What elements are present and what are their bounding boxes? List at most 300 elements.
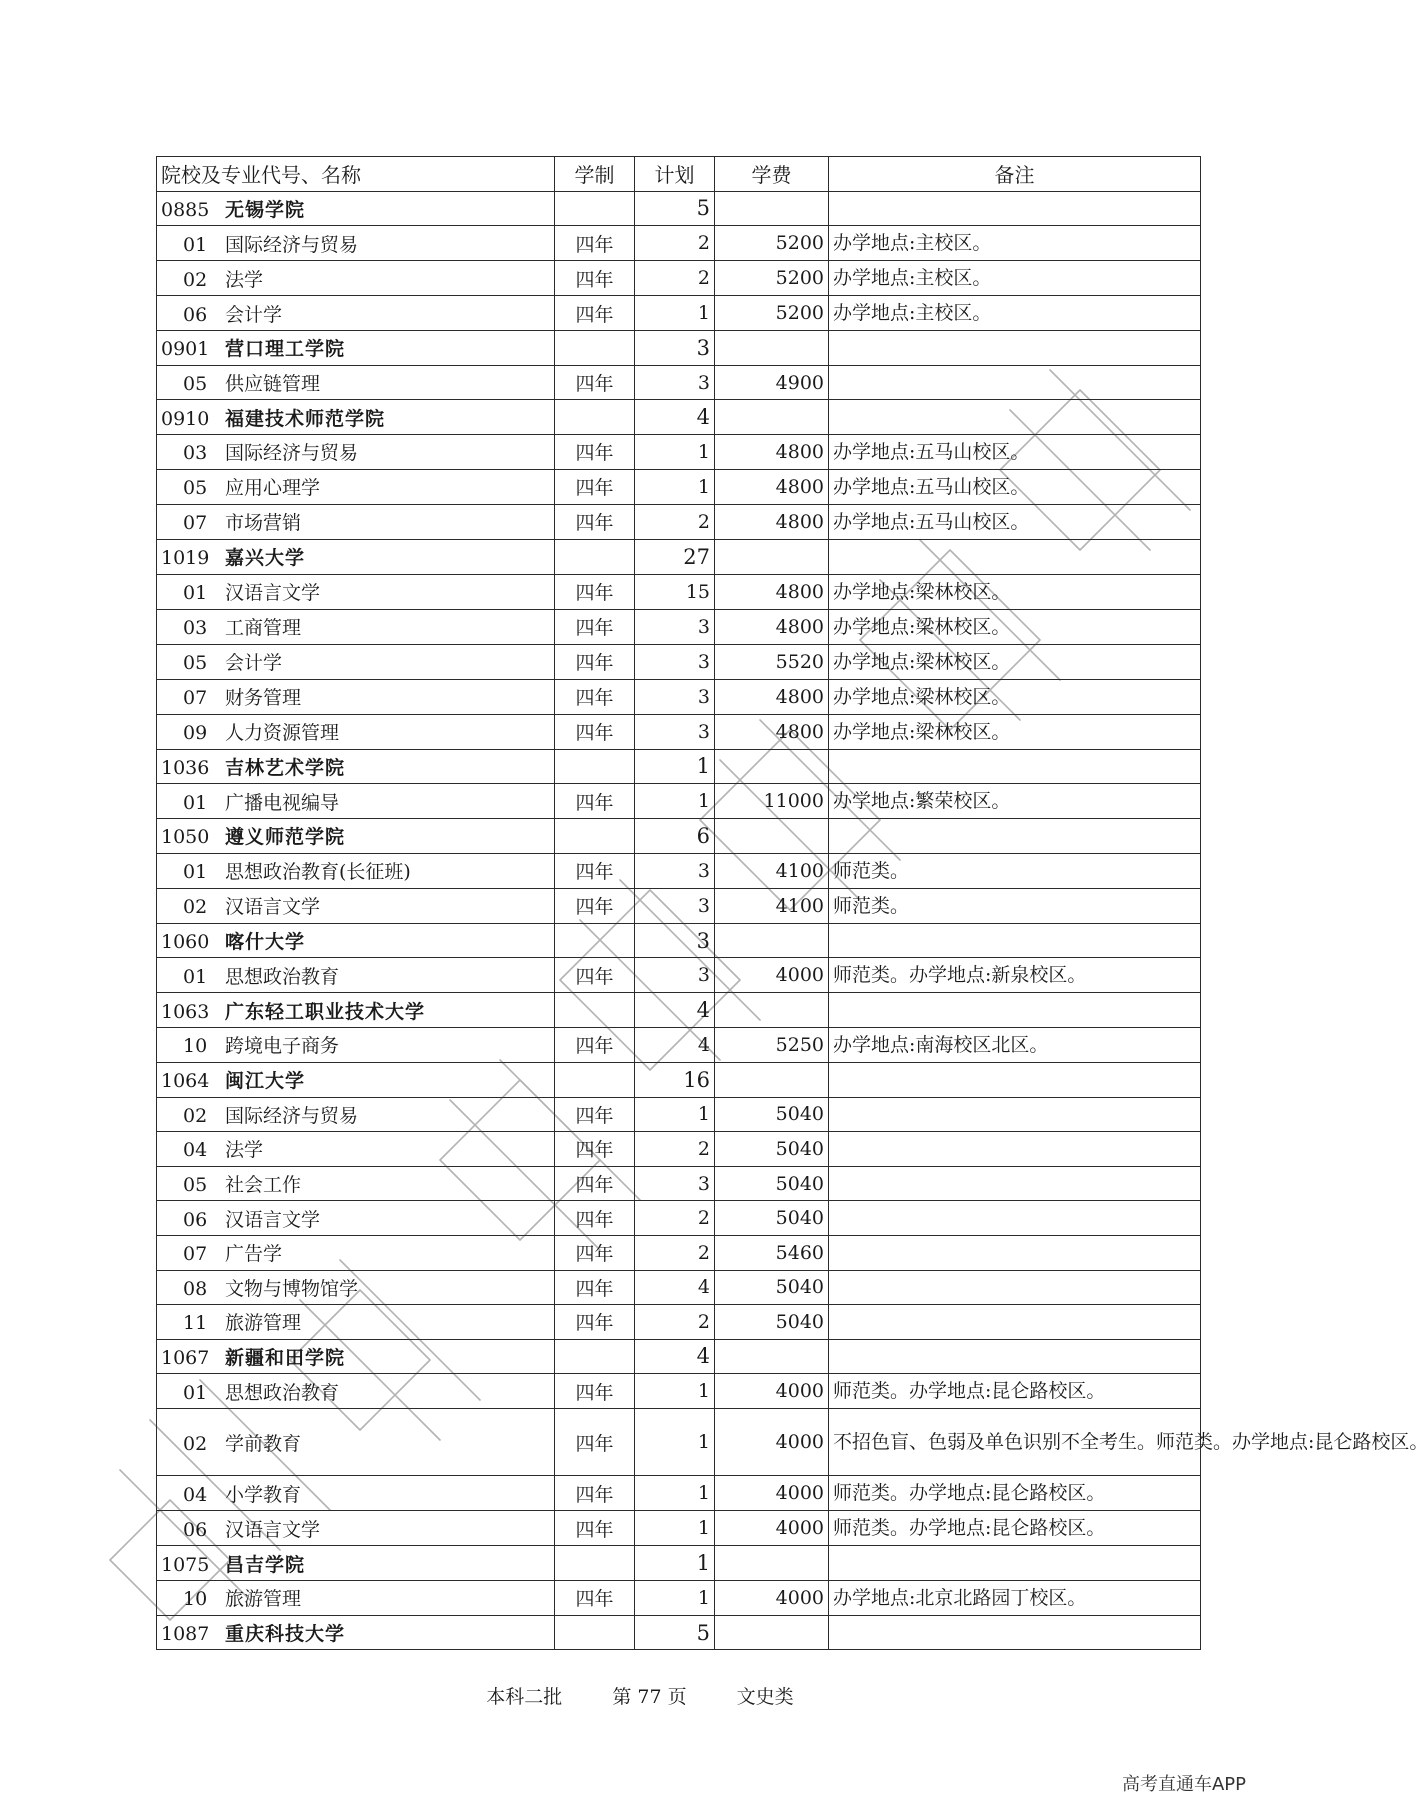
- major-name-cell: [157, 714, 555, 749]
- school-name-cell: [157, 400, 555, 435]
- fee-cell: 4900: [715, 365, 829, 400]
- note-cell: [829, 1201, 1201, 1236]
- plan-cell: 4: [635, 1027, 715, 1062]
- school-row: [157, 993, 1201, 1028]
- note-cell: [829, 1132, 1201, 1167]
- fee-cell: [715, 1546, 829, 1581]
- duration-cell: 四年: [555, 1166, 635, 1201]
- note-cell: 办学地点:梁林校区。: [829, 609, 1201, 644]
- school-row: [157, 749, 1201, 784]
- major-code: 02: [183, 1104, 208, 1127]
- school-title: 闽江大学: [225, 1070, 306, 1093]
- school-code: 1060: [161, 931, 210, 954]
- duration-cell: 四年: [555, 714, 635, 749]
- fee-cell: 5040: [715, 1201, 829, 1236]
- major-title: 法学: [225, 268, 264, 291]
- fee-cell: 5520: [715, 644, 829, 679]
- duration-cell: 四年: [555, 853, 635, 888]
- major-title: 广告学: [225, 1243, 283, 1266]
- major-name-cell: [157, 1235, 555, 1270]
- fee-cell: [715, 539, 829, 574]
- duration-cell: [555, 331, 635, 366]
- major-row: [157, 1027, 1201, 1062]
- major-name-cell: [157, 504, 555, 539]
- major-row: [157, 1580, 1201, 1615]
- header-plan: 计划: [635, 157, 715, 192]
- plan-cell: 1: [635, 296, 715, 331]
- note-cell: 办学地点:繁荣校区。: [829, 784, 1201, 819]
- duration-cell: [555, 539, 635, 574]
- fee-cell: [715, 993, 829, 1028]
- note-cell: 师范类。办学地点:昆仑路校区。: [829, 1476, 1201, 1511]
- major-name-cell: [157, 644, 555, 679]
- duration-cell: 四年: [555, 609, 635, 644]
- major-row: [157, 1166, 1201, 1201]
- school-title: 吉林艺术学院: [225, 756, 346, 779]
- fee-cell: 4000: [715, 1476, 829, 1511]
- major-code: 05: [183, 652, 208, 675]
- plan-cell: 4: [635, 1270, 715, 1305]
- school-row: [157, 1546, 1201, 1581]
- plan-cell: 3: [635, 888, 715, 923]
- major-title: 思想政治教育: [225, 965, 340, 988]
- plan-cell: 4: [635, 993, 715, 1028]
- duration-cell: [555, 1615, 635, 1650]
- major-row: [157, 853, 1201, 888]
- major-title: 市场营销: [225, 512, 302, 535]
- fee-cell: [715, 331, 829, 366]
- major-title: 汉语言文学: [225, 896, 321, 919]
- major-code: 05: [183, 477, 208, 500]
- major-row: [157, 714, 1201, 749]
- fee-cell: 5200: [715, 296, 829, 331]
- duration-cell: 四年: [555, 1097, 635, 1132]
- major-row: [157, 1511, 1201, 1546]
- plan-cell: 6: [635, 819, 715, 854]
- major-row: [157, 1132, 1201, 1167]
- note-cell: [829, 1305, 1201, 1340]
- major-name-cell: [157, 1201, 555, 1236]
- note-cell: 办学地点:五马山校区。: [829, 504, 1201, 539]
- plan-cell: 1: [635, 749, 715, 784]
- note-cell: [829, 365, 1201, 400]
- note-cell: [829, 331, 1201, 366]
- duration-cell: 四年: [555, 1409, 635, 1476]
- major-name-cell: [157, 1305, 555, 1340]
- school-name-cell: [157, 191, 555, 226]
- fee-cell: [715, 400, 829, 435]
- major-name-cell: [157, 784, 555, 819]
- major-name-cell: [157, 1580, 555, 1615]
- duration-cell: 四年: [555, 1511, 635, 1546]
- note-cell: 办学地点:北京北路园丁校区。: [829, 1580, 1201, 1615]
- major-code: 06: [183, 303, 208, 326]
- fee-cell: 5040: [715, 1132, 829, 1167]
- plan-cell: 3: [635, 923, 715, 958]
- fee-cell: 4800: [715, 609, 829, 644]
- duration-cell: 四年: [555, 644, 635, 679]
- plan-cell: 3: [635, 1166, 715, 1201]
- school-row: [157, 923, 1201, 958]
- duration-cell: 四年: [555, 1580, 635, 1615]
- school-code: 1019: [161, 547, 210, 570]
- plan-cell: 3: [635, 331, 715, 366]
- major-code: 01: [183, 582, 208, 605]
- duration-cell: [555, 400, 635, 435]
- note-cell: [829, 1062, 1201, 1097]
- duration-cell: [555, 749, 635, 784]
- plan-cell: 3: [635, 714, 715, 749]
- school-title: 营口理工学院: [225, 338, 346, 361]
- major-row: [157, 1476, 1201, 1511]
- note-cell: [829, 749, 1201, 784]
- major-title: 财务管理: [225, 687, 302, 710]
- note-cell: 办学地点:五马山校区。: [829, 469, 1201, 504]
- header-duration: 学制: [555, 157, 635, 192]
- school-title: 重庆科技大学: [225, 1623, 346, 1646]
- duration-cell: 四年: [555, 574, 635, 609]
- table-header-row: [157, 157, 1201, 192]
- header-fee: 学费: [715, 157, 829, 192]
- major-row: [157, 1235, 1201, 1270]
- note-cell: [829, 819, 1201, 854]
- duration-cell: 四年: [555, 1374, 635, 1409]
- table-body: [157, 191, 1428, 1650]
- plan-cell: 15: [635, 574, 715, 609]
- duration-cell: 四年: [555, 1027, 635, 1062]
- school-row: [157, 400, 1201, 435]
- school-name-cell: [157, 1339, 555, 1374]
- major-name-cell: [157, 1166, 555, 1201]
- note-cell: [829, 993, 1201, 1028]
- plan-cell: 1: [635, 784, 715, 819]
- major-row: [157, 1097, 1201, 1132]
- plan-cell: 1: [635, 1476, 715, 1511]
- major-row: [157, 261, 1201, 296]
- major-name-cell: [157, 1374, 555, 1409]
- major-name-cell: [157, 1097, 555, 1132]
- major-code: 01: [183, 233, 208, 256]
- major-title: 应用心理学: [225, 477, 321, 500]
- duration-cell: 四年: [555, 1305, 635, 1340]
- school-code: 1064: [161, 1070, 210, 1093]
- fee-cell: 4100: [715, 888, 829, 923]
- note-cell: 办学地点:五马山校区。: [829, 434, 1201, 469]
- major-name-cell: [157, 1132, 555, 1167]
- school-row: [157, 1339, 1201, 1374]
- plan-cell: 1: [635, 1409, 715, 1476]
- major-row: [157, 784, 1201, 819]
- major-name-cell: [157, 888, 555, 923]
- note-cell: [829, 400, 1201, 435]
- fee-cell: 4800: [715, 504, 829, 539]
- plan-cell: 1: [635, 1546, 715, 1581]
- major-name-cell: [157, 469, 555, 504]
- plan-cell: 1: [635, 1580, 715, 1615]
- major-title: 社会工作: [225, 1174, 302, 1197]
- major-code: 05: [183, 373, 208, 396]
- major-name-cell: [157, 609, 555, 644]
- major-name-cell: [157, 958, 555, 993]
- duration-cell: 四年: [555, 469, 635, 504]
- school-name-cell: [157, 923, 555, 958]
- school-row: [157, 819, 1201, 854]
- major-code: 11: [183, 1312, 208, 1335]
- major-name-cell: [157, 1270, 555, 1305]
- fee-cell: [715, 923, 829, 958]
- major-title: 汉语言文学: [225, 582, 321, 605]
- major-title: 国际经济与贸易: [225, 1104, 359, 1127]
- major-row: [157, 609, 1201, 644]
- school-name-cell: [157, 1062, 555, 1097]
- duration-cell: 四年: [555, 784, 635, 819]
- school-code: 1067: [161, 1346, 210, 1369]
- plan-cell: 4: [635, 1339, 715, 1374]
- major-title: 工商管理: [225, 617, 302, 640]
- major-title: 汉语言文学: [225, 1518, 321, 1541]
- fee-cell: 5200: [715, 226, 829, 261]
- fee-cell: [715, 1339, 829, 1374]
- school-row: [157, 1615, 1201, 1650]
- note-cell: 办学地点:梁林校区。: [829, 574, 1201, 609]
- major-name-cell: [157, 434, 555, 469]
- duration-cell: [555, 1546, 635, 1581]
- major-title: 广播电视编导: [225, 791, 340, 814]
- duration-cell: 四年: [555, 1201, 635, 1236]
- note-cell: [829, 1097, 1201, 1132]
- major-title: 人力资源管理: [225, 722, 340, 745]
- duration-cell: [555, 1339, 635, 1374]
- note-cell: 师范类。办学地点:昆仑路校区。: [829, 1511, 1201, 1546]
- major-row: [157, 1270, 1201, 1305]
- major-title: 法学: [225, 1139, 264, 1162]
- header-name: 院校及专业代号、名称: [157, 157, 555, 192]
- note-cell: 办学地点:主校区。: [829, 226, 1201, 261]
- major-code: 04: [183, 1139, 208, 1162]
- major-code: 01: [183, 1381, 208, 1404]
- major-title: 跨境电子商务: [225, 1035, 340, 1058]
- major-name-cell: [157, 365, 555, 400]
- fee-cell: 4000: [715, 1580, 829, 1615]
- note-cell: [829, 1235, 1201, 1270]
- plan-cell: 27: [635, 539, 715, 574]
- school-code: 0910: [161, 407, 210, 430]
- major-row: [157, 226, 1201, 261]
- school-name-cell: [157, 539, 555, 574]
- brand-watermark-text: 高考直通车APP: [1121, 1774, 1246, 1795]
- plan-cell: 3: [635, 609, 715, 644]
- fee-cell: 4800: [715, 714, 829, 749]
- major-code: 02: [183, 896, 208, 919]
- school-title: 广东轻工职业技术大学: [225, 1000, 426, 1023]
- school-code: 0901: [161, 338, 210, 361]
- major-name-cell: [157, 574, 555, 609]
- major-title: 国际经济与贸易: [225, 233, 359, 256]
- major-row: [157, 1201, 1201, 1236]
- major-name-cell: [157, 296, 555, 331]
- fee-cell: 4000: [715, 1374, 829, 1409]
- note-cell: [829, 1339, 1201, 1374]
- duration-cell: 四年: [555, 1270, 635, 1305]
- fee-cell: 4800: [715, 574, 829, 609]
- note-cell: [829, 1166, 1201, 1201]
- school-title: 昌吉学院: [225, 1553, 306, 1576]
- fee-cell: 5460: [715, 1235, 829, 1270]
- major-code: 02: [183, 268, 208, 291]
- note-cell: 办学地点:梁林校区。: [829, 644, 1201, 679]
- school-name-cell: [157, 993, 555, 1028]
- fee-cell: 5040: [715, 1305, 829, 1340]
- major-code: 01: [183, 965, 208, 988]
- major-name-cell: [157, 226, 555, 261]
- school-name-cell: [157, 331, 555, 366]
- major-title: 旅游管理: [225, 1588, 302, 1611]
- duration-cell: 四年: [555, 226, 635, 261]
- note-cell: [829, 1270, 1201, 1305]
- plan-cell: 3: [635, 958, 715, 993]
- plan-cell: 3: [635, 853, 715, 888]
- school-title: 福建技术师范学院: [225, 407, 386, 430]
- school-row: [157, 539, 1201, 574]
- note-cell: [829, 539, 1201, 574]
- major-title: 供应链管理: [225, 373, 321, 396]
- fee-cell: 5250: [715, 1027, 829, 1062]
- plan-cell: 2: [635, 226, 715, 261]
- duration-cell: 四年: [555, 1132, 635, 1167]
- fee-cell: [715, 1615, 829, 1650]
- major-row: [157, 504, 1201, 539]
- major-name-cell: [157, 1476, 555, 1511]
- school-title: 无锡学院: [225, 198, 306, 221]
- major-row: [157, 1409, 1201, 1476]
- plan-cell: 2: [635, 1132, 715, 1167]
- major-row: [157, 296, 1201, 331]
- footer-category: 文史类: [736, 1686, 794, 1708]
- note-cell: 办学地点:南海校区北区。: [829, 1027, 1201, 1062]
- note-cell: [829, 1615, 1201, 1650]
- major-code: 07: [183, 512, 208, 535]
- note-cell: 师范类。: [829, 888, 1201, 923]
- plan-cell: 2: [635, 1201, 715, 1236]
- footer-page-number: 第 77 页: [612, 1686, 687, 1708]
- note-cell: 师范类。办学地点:新泉校区。: [829, 958, 1201, 993]
- major-code: 09: [183, 722, 208, 745]
- plan-cell: 2: [635, 504, 715, 539]
- duration-cell: 四年: [555, 888, 635, 923]
- major-row: [157, 365, 1201, 400]
- major-code: 10: [183, 1588, 208, 1611]
- school-code: 1050: [161, 826, 210, 849]
- major-title: 旅游管理: [225, 1312, 302, 1335]
- plan-cell: 3: [635, 679, 715, 714]
- major-code: 07: [183, 687, 208, 710]
- duration-cell: 四年: [555, 679, 635, 714]
- duration-cell: 四年: [555, 296, 635, 331]
- fee-cell: [715, 1062, 829, 1097]
- duration-cell: 四年: [555, 261, 635, 296]
- page-footer: [0, 1682, 1280, 1709]
- plan-cell: 5: [635, 1615, 715, 1650]
- fee-cell: 4000: [715, 1511, 829, 1546]
- plan-cell: 5: [635, 191, 715, 226]
- note-cell: 办学地点:梁林校区。: [829, 714, 1201, 749]
- school-row: [157, 1062, 1201, 1097]
- school-row: [157, 331, 1201, 366]
- major-row: [157, 574, 1201, 609]
- major-row: [157, 644, 1201, 679]
- plan-cell: 1: [635, 1511, 715, 1546]
- school-code: 0885: [161, 198, 210, 221]
- footer-batch: 本科二批: [486, 1686, 563, 1708]
- note-cell: [829, 923, 1201, 958]
- major-row: [157, 679, 1201, 714]
- fee-cell: [715, 191, 829, 226]
- major-name-cell: [157, 1027, 555, 1062]
- plan-cell: 2: [635, 261, 715, 296]
- major-title: 小学教育: [225, 1483, 302, 1506]
- duration-cell: [555, 993, 635, 1028]
- duration-cell: [555, 1062, 635, 1097]
- fee-cell: 4000: [715, 1409, 829, 1476]
- major-title: 思想政治教育(长征班): [225, 861, 411, 884]
- plan-cell: 2: [635, 1305, 715, 1340]
- major-row: [157, 958, 1201, 993]
- major-title: 国际经济与贸易: [225, 442, 359, 465]
- major-code: 08: [183, 1277, 208, 1300]
- major-title: 汉语言文学: [225, 1208, 321, 1231]
- note-cell: 师范类。办学地点:昆仑路校区。: [829, 1374, 1201, 1409]
- major-name-cell: [157, 853, 555, 888]
- duration-cell: 四年: [555, 1235, 635, 1270]
- plan-cell: 4: [635, 400, 715, 435]
- note-cell: 不招色盲、色弱及单色识别不全考生。师范类。办学地点:昆仑路校区。: [829, 1409, 1201, 1476]
- note-cell: [829, 1546, 1201, 1581]
- school-name-cell: [157, 1615, 555, 1650]
- duration-cell: [555, 819, 635, 854]
- major-title: 文物与博物馆学: [225, 1277, 359, 1300]
- school-name-cell: [157, 749, 555, 784]
- plan-cell: 16: [635, 1062, 715, 1097]
- major-name-cell: [157, 261, 555, 296]
- fee-cell: 4800: [715, 679, 829, 714]
- major-code: 07: [183, 1243, 208, 1266]
- school-title: 新疆和田学院: [225, 1346, 346, 1369]
- major-code: 02: [183, 1432, 208, 1455]
- major-code: 03: [183, 617, 208, 640]
- school-code: 1063: [161, 1000, 210, 1023]
- major-row: [157, 1305, 1201, 1340]
- school-code: 1087: [161, 1623, 210, 1646]
- note-cell: 师范类。: [829, 853, 1201, 888]
- school-name-cell: [157, 1546, 555, 1581]
- note-cell: 办学地点:主校区。: [829, 296, 1201, 331]
- major-row: [157, 1374, 1201, 1409]
- major-row: [157, 434, 1201, 469]
- fee-cell: [715, 749, 829, 784]
- major-code: 04: [183, 1483, 208, 1506]
- major-code: 10: [183, 1035, 208, 1058]
- plan-cell: 1: [635, 434, 715, 469]
- plan-cell: 1: [635, 1097, 715, 1132]
- major-title: 会计学: [225, 652, 283, 675]
- plan-cell: 1: [635, 1374, 715, 1409]
- school-code: 1036: [161, 756, 210, 779]
- school-title: 嘉兴大学: [225, 547, 306, 570]
- major-row: [157, 888, 1201, 923]
- note-cell: 办学地点:主校区。: [829, 261, 1201, 296]
- fee-cell: 4800: [715, 434, 829, 469]
- note-cell: 办学地点:梁林校区。: [829, 679, 1201, 714]
